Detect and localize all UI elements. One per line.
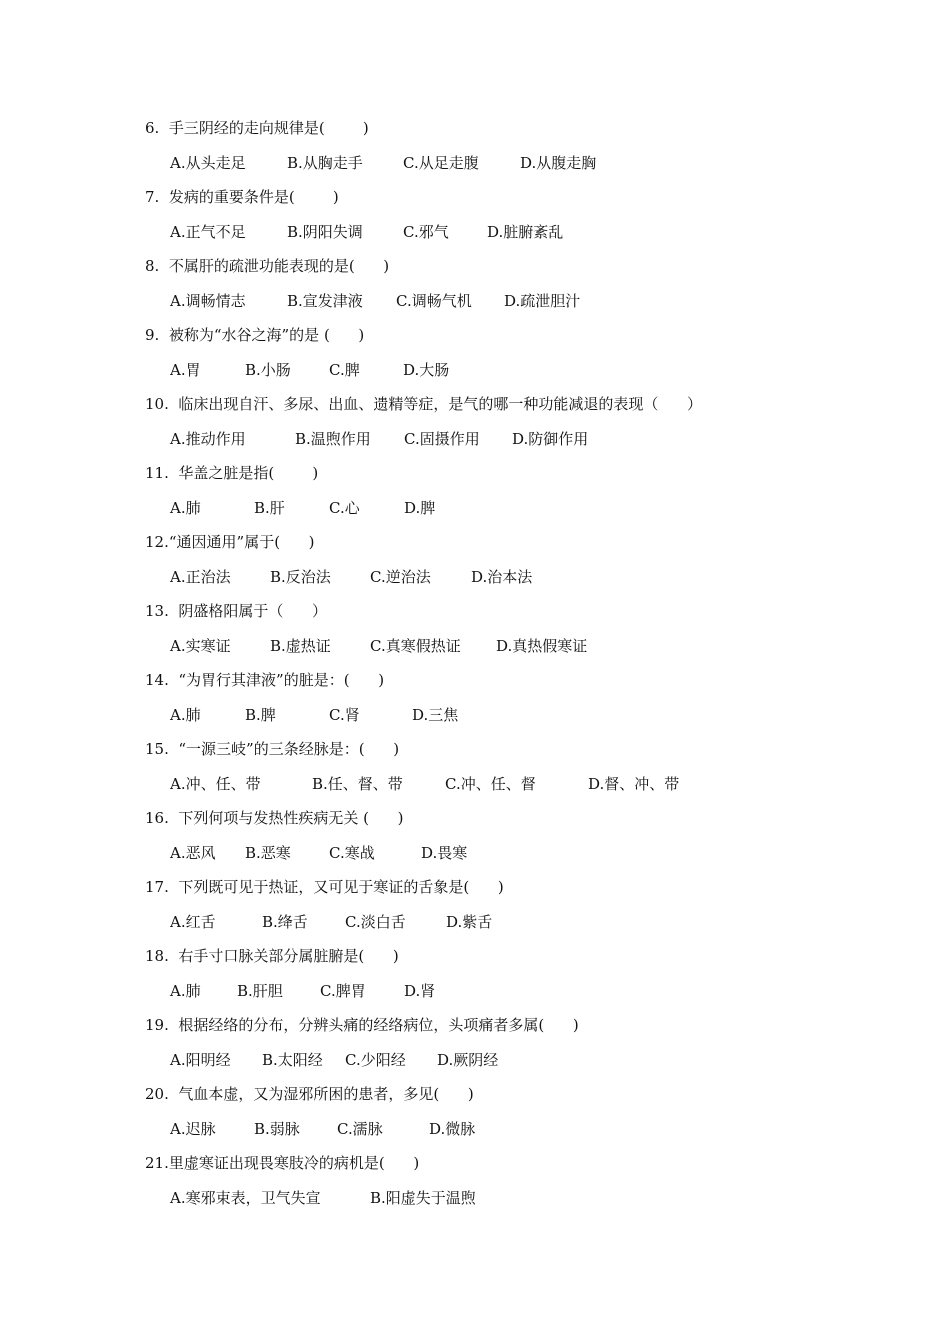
question-stem: 9. 被称为“水谷之海”的是 ( ) xyxy=(145,326,365,344)
option-c: C.少阳经 xyxy=(345,1051,406,1069)
option-c: C.固摄作用 xyxy=(404,430,480,448)
option-d: D.微脉 xyxy=(429,1120,476,1138)
option-c: C.寒战 xyxy=(329,844,375,862)
question-stem: 10. 临床出现自汗、多尿、出血、遗精等症，是气的哪一种功能减退的表现（ ） xyxy=(145,395,703,413)
option-a: A.冲、任、带 xyxy=(170,775,261,793)
option-d: D.疏泄胆汁 xyxy=(504,292,581,310)
question-stem: 15. “一源三岐”的三条经脉是：( ) xyxy=(145,740,400,758)
option-b: B.太阳经 xyxy=(262,1051,323,1069)
option-d: D.紫舌 xyxy=(446,913,493,931)
option-d: D.三焦 xyxy=(412,706,459,724)
option-d: D.畏寒 xyxy=(421,844,468,862)
question-stem: 8. 不属肝的疏泄功能表现的是( ) xyxy=(145,257,390,275)
option-a: A.迟脉 xyxy=(170,1120,216,1138)
option-a: A.推动作用 xyxy=(170,430,246,448)
question-stem: 6. 手三阴经的走向规律是( ) xyxy=(145,119,369,137)
option-b: B.恶寒 xyxy=(245,844,291,862)
option-b: B.温煦作用 xyxy=(295,430,371,448)
option-b: B.任、督、带 xyxy=(312,775,403,793)
option-a: A.调畅情志 xyxy=(170,292,246,310)
option-c: C.心 xyxy=(329,499,360,517)
option-b: B.脾 xyxy=(245,706,276,724)
option-c: C.冲、任、督 xyxy=(445,775,536,793)
option-a: A.肺 xyxy=(170,706,201,724)
option-a: A.正治法 xyxy=(170,568,231,586)
option-d: D.治本法 xyxy=(471,568,533,586)
option-a: A.正气不足 xyxy=(170,223,246,241)
option-a: A.胃 xyxy=(170,361,201,379)
question-stem: 12.“通因通用”属于( ) xyxy=(145,533,315,551)
question-stem: 17. 下列既可见于热证，又可见于寒证的舌象是( ) xyxy=(145,878,504,896)
option-b: B.肝 xyxy=(254,499,285,517)
option-d: D.防御作用 xyxy=(512,430,589,448)
question-stem: 21.里虚寒证出现畏寒肢冷的病机是( ) xyxy=(145,1154,420,1172)
option-c: C.调畅气机 xyxy=(396,292,472,310)
option-c: C.从足走腹 xyxy=(403,154,479,172)
option-d: D.真热假寒证 xyxy=(496,637,588,655)
option-a: A.实寒证 xyxy=(170,637,231,655)
option-a: A.从头走足 xyxy=(170,154,246,172)
option-a: A.寒邪束表，卫气失宣 xyxy=(170,1189,321,1207)
question-stem: 11. 华盖之脏是指( ) xyxy=(145,464,319,482)
option-a: A.肺 xyxy=(170,499,201,517)
option-d: D.脾 xyxy=(404,499,436,517)
option-b: B.阳虚失于温煦 xyxy=(370,1189,476,1207)
option-a: A.阳明经 xyxy=(170,1051,231,1069)
option-c: C.淡白舌 xyxy=(345,913,406,931)
option-c: C.邪气 xyxy=(403,223,449,241)
option-a: A.恶风 xyxy=(170,844,216,862)
option-b: B.虚热证 xyxy=(270,637,331,655)
option-d: D.大肠 xyxy=(403,361,450,379)
option-b: B.弱脉 xyxy=(254,1120,300,1138)
option-d: D.从腹走胸 xyxy=(520,154,597,172)
question-stem: 7. 发病的重要条件是( ) xyxy=(145,188,339,206)
option-c: C.真寒假热证 xyxy=(370,637,461,655)
option-d: D.脏腑紊乱 xyxy=(487,223,564,241)
question-stem: 20. 气血本虚，又为湿邪所困的患者，多见( ) xyxy=(145,1085,474,1103)
option-b: B.小肠 xyxy=(245,361,291,379)
option-c: C.肾 xyxy=(329,706,360,724)
option-d: D.督、冲、带 xyxy=(588,775,680,793)
option-d: D.厥阴经 xyxy=(437,1051,499,1069)
option-b: B.从胸走手 xyxy=(287,154,363,172)
option-c: C.脾 xyxy=(329,361,360,379)
option-b: B.反治法 xyxy=(270,568,331,586)
option-a: A.肺 xyxy=(170,982,201,1000)
question-stem: 14. “为胃行其津液”的脏是：( ) xyxy=(145,671,385,689)
option-a: A.红舌 xyxy=(170,913,216,931)
question-stem: 16. 下列何项与发热性疾病无关 ( ) xyxy=(145,809,404,827)
option-c: C.逆治法 xyxy=(370,568,431,586)
option-d: D.肾 xyxy=(404,982,436,1000)
question-stem: 18. 右手寸口脉关部分属脏腑是( ) xyxy=(145,947,399,965)
option-b: B.绛舌 xyxy=(262,913,308,931)
option-c: C.濡脉 xyxy=(337,1120,383,1138)
question-stem: 19. 根据经络的分布，分辨头痛的经络病位，头项痛者多属( ) xyxy=(145,1016,579,1034)
option-b: B.阴阳失调 xyxy=(287,223,363,241)
option-c: C.脾胃 xyxy=(320,982,366,1000)
option-b: B.宣发津液 xyxy=(287,292,363,310)
question-stem: 13. 阴盛格阳属于（ ） xyxy=(145,602,328,620)
option-b: B.肝胆 xyxy=(237,982,283,1000)
